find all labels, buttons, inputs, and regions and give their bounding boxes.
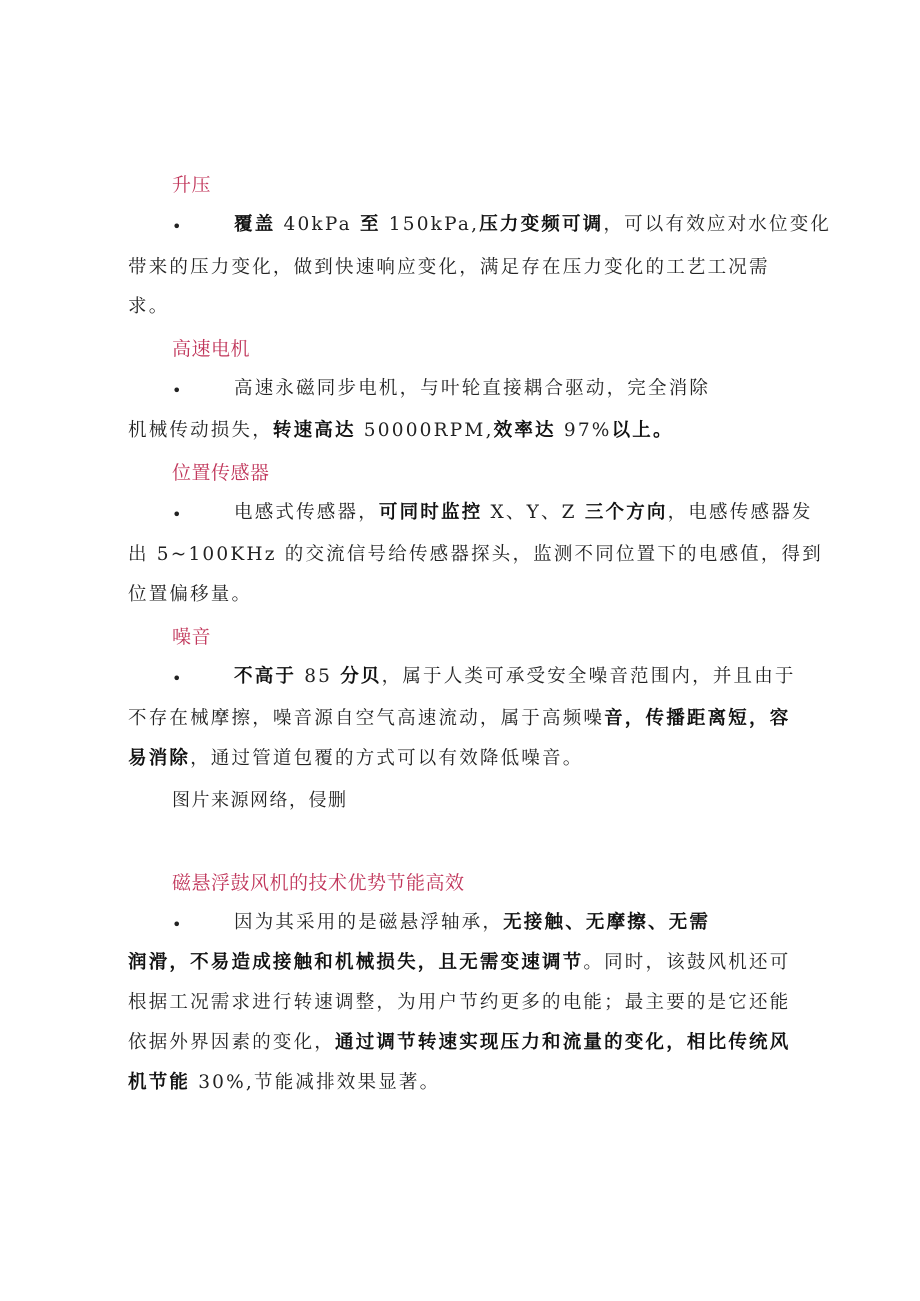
- paragraph-line: 高速永磁同步电机，与叶轮直接耦合驱动，完全消除: [234, 378, 711, 399]
- bullet-marker: •: [172, 381, 182, 400]
- paragraph-line: 机节能 30%,节能减排效果显著。: [128, 1072, 441, 1093]
- paragraph-line: 覆盖 40kPa 至 150kPa,压力变频可调，可以有效应对水位变化: [234, 214, 832, 235]
- bullet-marker: •: [172, 217, 182, 236]
- paragraph-line: 位置偏移量。: [128, 584, 253, 605]
- heading-technical-advantages: 磁悬浮鼓风机的技术优势节能高效: [172, 872, 465, 894]
- heading-pressure-boost: 升压: [172, 174, 212, 196]
- paragraph-line: 求。: [128, 296, 170, 317]
- paragraph-line: 易消除，通过管道包覆的方式可以有效降低噪音。: [128, 748, 584, 769]
- paragraph-line: 根据工况需求进行转速调整，为用户节约更多的电能；最主要的是它还能: [128, 992, 791, 1013]
- heading-position-sensor: 位置传感器: [172, 462, 270, 484]
- heading-high-speed-motor: 高速电机: [172, 338, 251, 360]
- paragraph-line: 机械传动损失，转速高达 50000RPM,效率达 97%以上。: [128, 420, 674, 441]
- bullet-marker: •: [172, 915, 182, 934]
- paragraph-line: 出 5~100KHz 的交流信号给传感器探头，监测不同位置下的电感值，得到: [128, 544, 823, 565]
- paragraph-line: 不存在械摩擦，噪音源自空气高速流动，属于高频噪音，传播距离短，容: [128, 708, 791, 729]
- paragraph-line: 带来的压力变化，做到快速响应变化，满足存在压力变化的工艺工况需: [128, 257, 770, 278]
- paragraph-line: 不高于 85 分贝，属于人类可承受安全噪音范围内，并且由于: [234, 666, 796, 687]
- bullet-marker: •: [172, 505, 182, 524]
- paragraph-line: 电感式传感器，可同时监控 X、Y、Z 三个方向，电感传感器发: [234, 502, 813, 523]
- heading-noise: 噪音: [172, 626, 212, 648]
- paragraph-line: 润滑，不易造成接触和机械损失，且无需变速调节。同时，该鼓风机还可: [128, 952, 791, 973]
- bullet-marker: •: [172, 669, 182, 688]
- paragraph-line: 依据外界因素的变化，通过调节转速实现压力和流量的变化，相比传统风: [128, 1032, 791, 1053]
- paragraph-line: 因为其采用的是磁悬浮轴承，无接触、无摩擦、无需: [234, 912, 711, 933]
- image-source-caption: 图片来源网络，侵删: [172, 790, 348, 811]
